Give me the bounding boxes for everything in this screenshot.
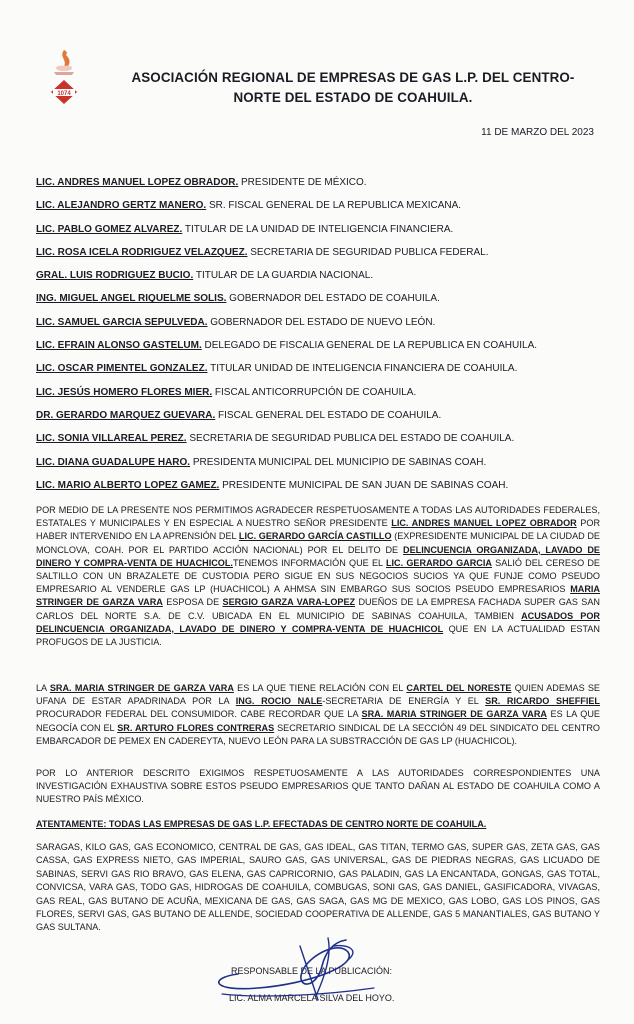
emphasis-run: LIC. ANDRES MANUEL LOPEZ OBRADOR xyxy=(391,518,577,529)
emphasis-run: SRA. MARIA STRINGER DE GARZA VARA xyxy=(49,683,234,693)
text-run: (EXPRESIDENTE MUNICIPAL DE LA CIUDAD DE MONCLOVA, COAH. POR EL PARTIDO ACCIÓN NACIONAL) POR EL DELITO DE xyxy=(36,531,601,555)
recipient-name: LIC. SONIA VILLAREAL PEREZ. xyxy=(36,433,187,445)
recipient-name: LIC. PABLO GOMEZ ALVAREZ. xyxy=(36,223,183,235)
recipient-role: SR. FISCAL GENERAL DE LA REPUBLICA MEXICANA. xyxy=(206,200,462,212)
recipient-name: LIC. ANDRES MANUEL LOPEZ OBRADOR. xyxy=(36,177,239,188)
recipient-role: FISCAL GENERAL DEL ESTADO DE COAHUILA. xyxy=(215,409,442,421)
association-logo xyxy=(44,46,84,110)
emphasis-run: LIC. GERARDO GARCIA xyxy=(385,557,492,568)
emphasis-run: ACUSADOS POR DELINCUENCIA ORGANIZADA, LAVADO DE DINERO Y COMPRA-VENTA DE HUACHICOL xyxy=(36,610,601,634)
document-date: 11 DE MARZO DEL 2023 xyxy=(481,127,594,138)
recipient-item xyxy=(36,479,596,502)
recipient-name: LIC. ALEJANDRO GERTZ MANERO. xyxy=(36,200,207,212)
recipient-name: DR. GERARDO MARQUEZ GUEVARA. xyxy=(36,409,216,421)
title-line-2: NORTE DEL ESTADO DE COAHUILA. xyxy=(233,90,473,105)
recipient-name: LIC. JESÚS HOMERO FLORES MIER. xyxy=(36,386,213,398)
emphasis-run: LIC. GERARDO GARCÍA CASTILLO xyxy=(238,531,392,542)
text-run: SECRETARIO SINDICAL DE LA SECCIÓN 49 DEL SINDICATO DEL CENTRO EMBARCADOR DE PEMEX EN CADEREYTA, NUEVO LEÓN PARA LA SUBSTRACCIÓN DE GAS LP (HUACHICOL). xyxy=(36,722,601,746)
text-run: DUEÑOS DE LA EMPRESA FACHADA SUPER GAS SAN CARLOS DEL NORTE S.A. DE C.V. UBICADA EN EL MUNICIPIO DE SABINAS COAHUILA, TAMBIEN xyxy=(36,597,600,621)
recipient-name: ING. MIGUEL ANGEL RIQUELME SOLIS. xyxy=(36,293,227,305)
recipient-name: LIC. SAMUEL GARCIA SEPULVEDA. xyxy=(36,316,208,328)
text-run: ES LA QUE TIENE RELACIÓN CON EL xyxy=(233,683,407,693)
recipient-item xyxy=(36,292,596,315)
emphasis-run: SR. RICARDO SHEFFIEL xyxy=(485,696,600,707)
text-run: TENEMOS INFORMACIÓN QUE EL xyxy=(232,557,386,568)
emphasis-run: CARTEL DEL NORESTE xyxy=(406,683,512,693)
company-list: SARAGAS, KILO GAS, GAS ECONOMICO, CENTRAL DE GAS, GAS IDEAL, GAS TITAN, TERMO GAS, SUPER GAS, ZETA GAS, GAS CASSA, GAS EXPRESS NIETO, GAS IMPERIAL, SAURO GAS, GAS UNIVERSAL, GAS DE PIEDRAS NEGRAS, GAS LICUADO DE SABINAS, SERVI GAS RIO BRAVO, GAS ELENA, GAS CAPRICORNIO, GAS PALADIN, GAS LA ENCANTADA, GONGAS, GAS TOTAL, CONVICSA, VARA GAS, TODO GAS, HIDROGAS DE COAHUILA, COMBUGAS, SONI GAS, GAS DANIEL, GASIFICADORA, VIVAGAS, GAS REAL, GAS BUTANO DE ACUÑA, MEXICANA DE GAS, GAS SAGA, GAS MG DE MEXICO, GAS LOBO, GAS LOS PINOS, GAS FLORES, SERVI GAS, GAS BUTANO DE ALLENDE, SOCIEDAD COOPERATIVA DE ALLENDE, GAS 5 MANANTIALES, GAS BUTANO Y GAS SULTANA. xyxy=(36,842,600,933)
recipient-item xyxy=(36,269,596,292)
badge-icon xyxy=(51,80,77,104)
title-line-1: ASOCIACIÓN REGIONAL DE EMPRESAS DE GAS L.P. DEL CENTRO- xyxy=(131,70,575,85)
recipient-role: TITULAR DE LA UNIDAD DE INTELIGENCIA FINANCIERA. xyxy=(182,223,454,235)
flame-icon xyxy=(54,50,74,75)
recipient-item xyxy=(36,316,596,339)
recipient-item xyxy=(36,199,596,222)
recipient-role: PRESIDENTA MUNICIPAL DEL MUNICIPIO DE SABINAS COAH. xyxy=(190,456,487,468)
text-run: QUIEN ADEMAS SE UFANA DE ESTAR APADRINADA POR LA xyxy=(36,683,600,707)
document-title xyxy=(118,68,588,108)
responsible-label: RESPONSABLE DE LA PUBLICACIÓN: xyxy=(231,966,393,976)
recipient-name: LIC. ROSA ICELA RODRIGUEZ VELAZQUEZ. xyxy=(36,246,248,258)
recipient-name: LIC. EFRAIN ALONSO GASTELUM. xyxy=(36,340,202,352)
recipient-item xyxy=(36,176,596,199)
text-run: -SECRETARIA DE ENERGÍA Y EL xyxy=(322,696,486,707)
recipient-role: GOBERNADOR DEL ESTADO DE NUEVO LEÓN. xyxy=(207,316,436,328)
text-run: LA xyxy=(36,683,50,693)
recipient-role: TITULAR DE LA GUARDIA NACIONAL. xyxy=(193,270,374,282)
text-run: ES LA QUE NEGOCÍA CON EL xyxy=(36,709,600,733)
emphasis-run: SERGIO GARZA VARA-LOPEZ xyxy=(222,597,356,608)
emphasis-run: SR. ARTURO FLORES CONTRERAS xyxy=(117,722,275,733)
text-run: ESPOSA DE xyxy=(162,597,223,608)
logo-badge-text: 1074 xyxy=(57,91,71,97)
body-paragraph-2 xyxy=(36,682,600,748)
body-paragraph-1 xyxy=(36,504,600,649)
text-run: SALIÓ DEL CERESO DE SALTILLO CON UN BRAZALETE DE CUSTODIA PERO SIGUE EN SUS NEGOCIOS SUCIOS YA QUE FUNJE COMO PSEUDO EMPRESARIO AL VENDERLE GAS LP (HUACHICOL) A AHMSA SIN EMBARGO SUS SOCIOS PSEUDO EMPRESARIOS xyxy=(36,557,600,595)
signer-name: LIC. ALMA MARCELA SILVA DEL HOYO. xyxy=(229,993,395,1003)
recipient-item xyxy=(36,339,596,362)
recipient-role: FISCAL ANTICORRUPCIÓN DE COAHUILA. xyxy=(212,386,417,398)
recipient-role: TITULAR UNIDAD DE INTELIGENCIA FINANCIERA DE COAHUILA. xyxy=(207,363,518,375)
emphasis-run: MARIA STRINGER DE GARZA VARA xyxy=(36,584,600,608)
recipient-item xyxy=(36,223,596,246)
recipient-role: GOBERNADOR DEL ESTADO DE COAHUILA. xyxy=(226,293,440,305)
recipient-role: PRESIDENTE MUNICIPAL DE SAN JUAN DE SABINAS COAH. xyxy=(219,479,509,491)
recipient-item xyxy=(36,432,596,455)
recipient-role: SECRETARIA DE SEGURIDAD PUBLICA DEL ESTADO DE COAHUILA. xyxy=(186,433,515,445)
recipient-list xyxy=(36,176,596,502)
recipient-name: GRAL. LUIS RODRIGUEZ BUCIO. xyxy=(36,270,194,282)
recipient-item xyxy=(36,246,596,269)
recipient-role: SECRETARIA DE SEGURIDAD PUBLICA FEDERAL. xyxy=(247,246,489,258)
emphasis-run: ING. ROCIO NALE xyxy=(235,696,323,707)
text-run: POR HABER INTERVENIDO EN LA APRENSIÓN DEL xyxy=(36,518,601,542)
recipient-name: LIC. DIANA GUADALUPE HARO. xyxy=(36,456,191,468)
emphasis-run: DELINCUENCIA ORGANIZADA, LAVADO DE DINERO Y COMPRA-VENTA DE HUACHICOL. xyxy=(36,544,601,568)
recipient-item xyxy=(36,456,596,479)
recipient-item xyxy=(36,362,596,385)
text-run: QUE EN LA ACTUALIDAD ESTAN PROFUGOS DE LA JUSTICIA. xyxy=(36,623,601,648)
text-run: POR MEDIO DE LA PRESENTE NOS PERMITIMOS AGRADECER RESPETUOSAMENTE A TODAS LAS AUTORIDADES FEDERALES, ESTATALES Y MUNICIPALES Y EN ESPECIAL A NUESTRO SEÑOR PRESIDENTE xyxy=(36,505,600,529)
body-paragraph-3: POR LO ANTERIOR DESCRITO EXIGIMOS RESPETUOSAMENTE A LAS AUTORIDADES CORRESPONDIENTES UNA INVESTIGACIÓN EXHAUSTIVA SOBRE ESTOS PSEUDO EMPRESARIOS QUE TANTO DAÑAN AL ESTADO DE COAHUILA COMO A NUESTRO PAÍS MÉXICO. xyxy=(36,768,600,805)
emphasis-run: SRA. MARIA STRINGER DE GARZA VARA xyxy=(361,709,547,720)
recipient-item xyxy=(36,386,596,409)
recipient-name: LIC. OSCAR PIMENTEL GONZALEZ. xyxy=(36,363,208,375)
recipient-item xyxy=(36,409,596,432)
recipient-name: LIC. MARIO ALBERTO LOPEZ GAMEZ. xyxy=(36,479,220,491)
recipient-role: PRESIDENTE DE MÉXICO. xyxy=(238,177,367,188)
recipient-role: DELEGADO DE FISCALIA GENERAL DE LA REPUBLICA EN COAHUILA. xyxy=(201,340,538,352)
text-run: PROCURADOR FEDERAL DEL CONSUMIDOR. CABE RECORDAR QUE LA xyxy=(36,709,362,720)
closing-line: ATENTAMENTE: TODAS LAS EMPRESAS DE GAS L.P. EFECTADAS DE CENTRO NORTE DE COAHUILA. xyxy=(36,819,487,829)
